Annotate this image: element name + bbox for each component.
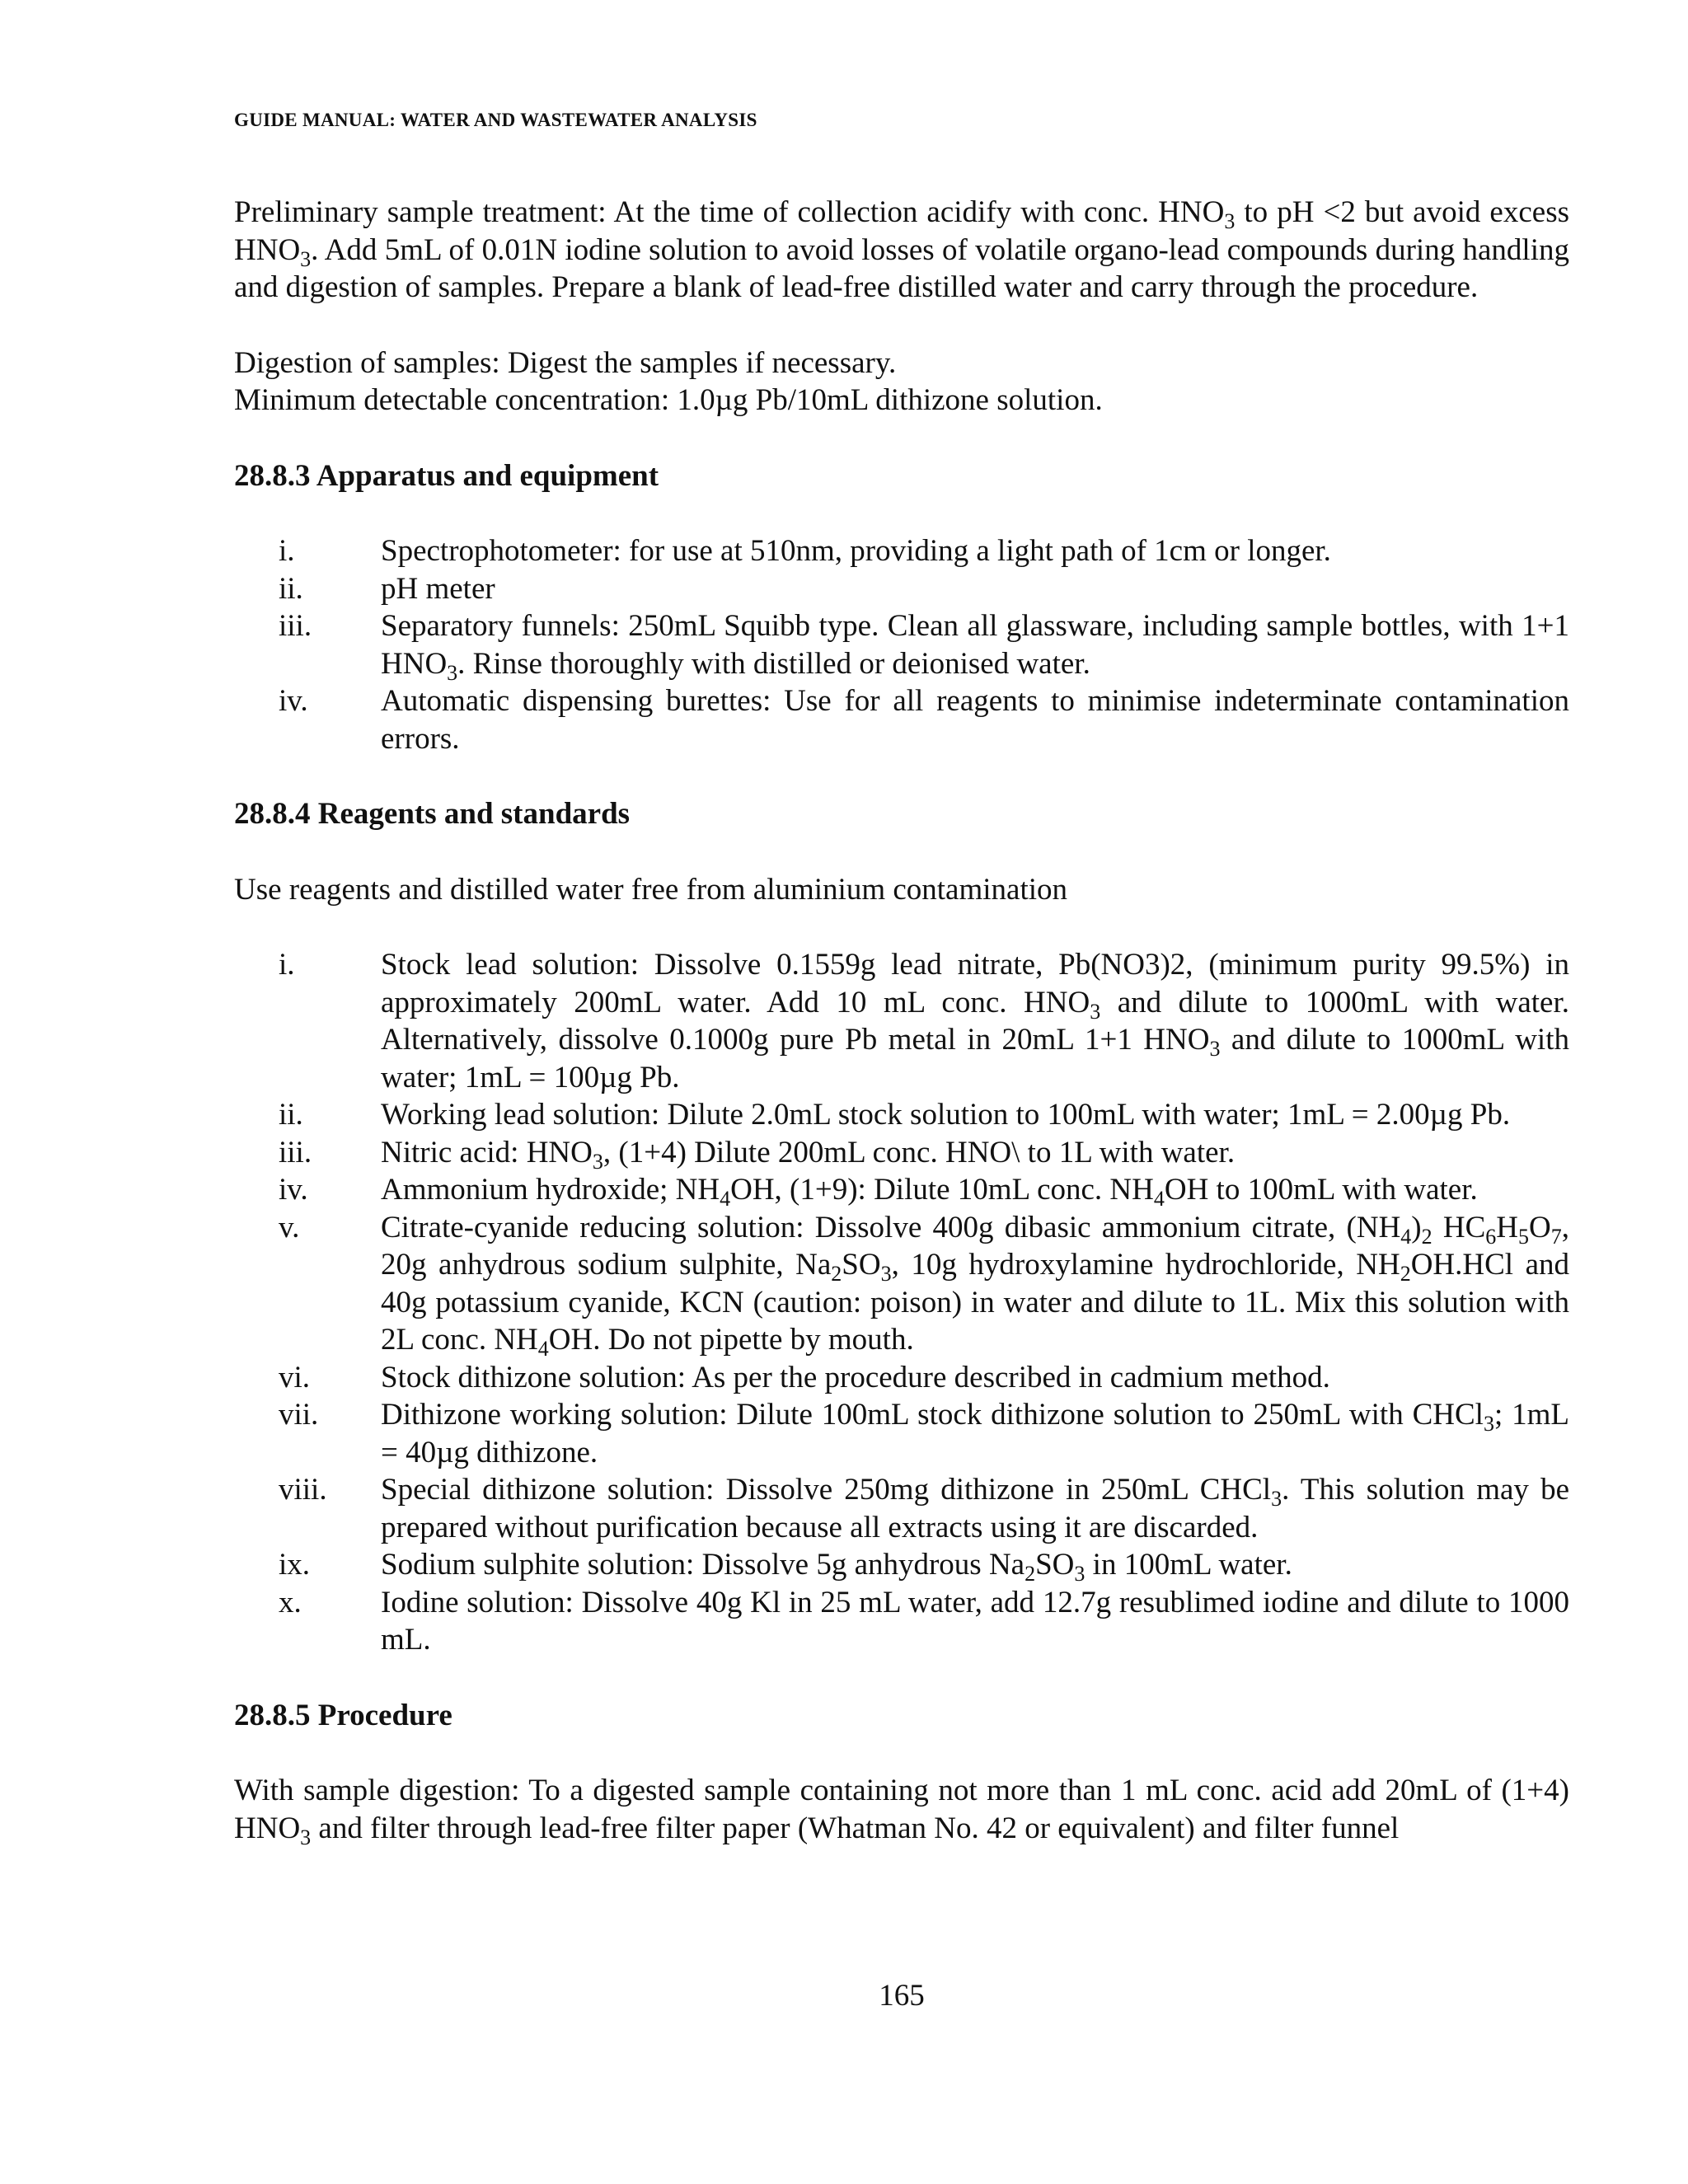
subscript: 7	[1550, 1224, 1562, 1249]
subscript: 3	[1483, 1412, 1494, 1436]
list-item	[234, 532, 1569, 570]
subscript: 3	[1271, 1487, 1282, 1511]
list-number: iv.	[279, 1173, 308, 1207]
text-span: H	[1496, 1210, 1519, 1244]
text-span: Nitric acid: HNO	[381, 1135, 593, 1169]
list-number: vi.	[279, 1360, 311, 1394]
subscript: 3	[592, 1149, 603, 1174]
list-item	[234, 1396, 1569, 1471]
digestion-paragraph	[234, 344, 1569, 419]
subscript: 3	[1224, 209, 1236, 233]
text-span: OH.HCl and 40g potassium cyanide, KCN (caution: poison) in water and dilute to 1L. Mix this solution with 2L conc. NH	[381, 1248, 1570, 1357]
list-text: Spectrophotometer: for use at 510nm, providing a light path of 1cm or longer.	[381, 534, 1331, 568]
page-number: 165	[879, 1979, 925, 2013]
subscript: 3	[880, 1262, 892, 1286]
text-span: , 20g anhydrous sodium sulphite, Na	[381, 1210, 1569, 1282]
list-number: ii.	[279, 1098, 303, 1132]
subscript: 3	[1090, 999, 1101, 1024]
text-span: to pH <2 but avoid excess HNO	[234, 195, 1569, 267]
text-span: and dilute to 1000mL with water. Alternatively, dissolve 0.1000g pure Pb metal in 20mL 1+1 HNO	[381, 985, 1569, 1057]
list-item	[234, 1209, 1569, 1359]
list-text: Working lead solution: Dilute 2.0mL stock solution to 100mL with water; 1mL = 2.00µg Pb.	[381, 1098, 1511, 1132]
subscript: 2	[1400, 1262, 1411, 1286]
subscript: 4	[720, 1187, 731, 1211]
list-item	[234, 682, 1569, 757]
text-span: in 100mL water.	[1085, 1548, 1292, 1582]
list-item	[234, 1546, 1569, 1584]
list-text	[381, 946, 1569, 1096]
subscript: 3	[300, 1825, 312, 1849]
text-span: Special dithizone solution: Dissolve 250mg dithizone in 250mL CHCl	[381, 1473, 1272, 1507]
text-span: Preliminary sample treatment: At the time of collection acidify with conc. HNO	[234, 195, 1225, 229]
subscript: 3	[1074, 1562, 1085, 1586]
list-text	[381, 1209, 1569, 1359]
subscript: 3	[1209, 1037, 1221, 1061]
list-number: iii.	[279, 1135, 312, 1169]
page-content	[234, 194, 1569, 1847]
list-item	[234, 607, 1569, 685]
subscript: 5	[1518, 1224, 1530, 1249]
text-span: HC	[1432, 1210, 1486, 1244]
list-text	[381, 607, 1569, 685]
subscript: 2	[831, 1262, 842, 1286]
list-text	[381, 1134, 1569, 1172]
subscript: 6	[1485, 1224, 1497, 1249]
list-item	[234, 1171, 1569, 1209]
text-span: )	[1411, 1210, 1422, 1244]
apparatus-list	[234, 532, 1569, 757]
text-span: OH. Do not pipette by mouth.	[548, 1323, 914, 1357]
text-span: ; 1mL = 40µg dithizone.	[381, 1398, 1569, 1469]
apparatus-heading: 28.8.3 Apparatus and equipment	[234, 458, 659, 493]
list-number: i.	[279, 534, 295, 568]
list-item	[234, 1584, 1569, 1659]
reagents-list	[234, 946, 1569, 1659]
list-number: i.	[279, 948, 295, 982]
subscript: 2	[1421, 1224, 1432, 1249]
text-span: and filter through lead-free filter paper (Whatman No. 42 or equivalent) and filter funnel	[311, 1811, 1400, 1845]
preliminary-treatment-paragraph	[234, 194, 1569, 307]
procedure-heading: 28.8.5 Procedure	[234, 1698, 452, 1732]
text-span: . This solution may be prepared without purification because all extracts using it are discarded.	[381, 1473, 1570, 1544]
text-span: Citrate-cyanide reducing solution: Dissolve 400g dibasic ammonium citrate, (NH	[381, 1210, 1401, 1244]
list-item	[234, 570, 1569, 608]
reagents-intro: Use reagents and distilled water free from aluminium contamination	[234, 872, 1068, 907]
subscript: 4	[537, 1337, 549, 1361]
text-span: Ammonium hydroxide; NH	[381, 1173, 720, 1207]
text-span: Separatory funnels: 250mL Squibb type. Clean all glassware, including sample bottles, with 1+1 HNO	[381, 609, 1569, 681]
list-number: vii.	[279, 1398, 319, 1432]
subscript: 4	[1153, 1187, 1165, 1211]
text-span: Dithizone working solution: Dilute 100mL stock dithizone solution to 250mL with CHCl	[381, 1398, 1484, 1432]
list-item	[234, 1134, 1569, 1172]
list-number: ix.	[279, 1548, 311, 1582]
procedure-paragraph	[234, 1772, 1569, 1847]
list-number: iii.	[279, 609, 312, 643]
text-span: SO	[1035, 1548, 1075, 1582]
list-item	[234, 1471, 1569, 1546]
text-span: Sodium sulphite solution: Dissolve 5g anhydrous Na	[381, 1548, 1025, 1582]
text-span: , (1+4) Dilute 200mL conc. HNO\ to 1L with water.	[603, 1135, 1236, 1169]
list-text: Automatic dispensing burettes: Use for all reagents to minimise indeterminate contamination errors.	[381, 684, 1569, 756]
digestion-line: Digestion of samples: Digest the samples if necessary.	[234, 345, 897, 380]
text-span: and dilute to 1000mL with water; 1mL = 100µg Pb.	[381, 1023, 1569, 1094]
list-number: ii.	[279, 571, 303, 606]
list-item	[234, 1096, 1569, 1134]
text-span: . Rinse thoroughly with distilled or deionised water.	[457, 646, 1090, 681]
list-text: Iodine solution: Dissolve 40g Kl in 25 mL water, add 12.7g resublimed iodine and dilute to 1000 mL.	[381, 1585, 1569, 1657]
subscript: 2	[1025, 1562, 1036, 1586]
text-span: OH, (1+9): Dilute 10mL conc. NH	[730, 1173, 1154, 1207]
list-number: v.	[279, 1210, 300, 1244]
reagents-heading: 28.8.4 Reagents and standards	[234, 797, 631, 831]
text-span: OH to 100mL with water.	[1164, 1173, 1478, 1207]
list-number: x.	[279, 1585, 302, 1619]
list-text	[381, 1171, 1569, 1209]
text-span: , 10g hydroxylamine hydrochloride, NH	[891, 1248, 1400, 1282]
list-text	[381, 1471, 1569, 1546]
text-span: SO	[842, 1248, 881, 1282]
list-item	[234, 1359, 1569, 1397]
running-header: GUIDE MANUAL: WATER AND WASTEWATER ANALYSIS	[234, 110, 757, 130]
list-text: Stock dithizone solution: As per the procedure described in cadmium method.	[381, 1360, 1330, 1394]
subscript: 4	[1400, 1224, 1412, 1249]
subscript: 3	[300, 246, 312, 271]
list-text: pH meter	[381, 571, 495, 606]
text-span: . Add 5mL of 0.01N iodine solution to avoid losses of volatile organo-lead compounds during handling and digestion of samples. Prepare a blank of lead-free distilled water and carry through the procedure.	[234, 232, 1569, 304]
subscript: 3	[447, 660, 458, 685]
list-number: viii.	[279, 1473, 327, 1507]
text-span: O	[1529, 1210, 1551, 1244]
list-number: iv.	[279, 684, 308, 718]
text-span: With sample digestion: To a digested sample containing not more than 1 mL conc. acid add 20mL of (1+4) HNO	[234, 1774, 1569, 1845]
detection-limit-line: Minimum detectable concentration: 1.0µg Pb/10mL dithizone solution.	[234, 383, 1103, 417]
list-text	[381, 1546, 1569, 1584]
text-span: Stock lead solution: Dissolve 0.1559g lead nitrate, Pb(NO3)2, (minimum purity 99.5%) in approximately 200mL water. Add 10 mL conc. HNO	[381, 948, 1569, 1019]
list-text	[381, 1396, 1569, 1471]
list-item	[234, 946, 1569, 1096]
